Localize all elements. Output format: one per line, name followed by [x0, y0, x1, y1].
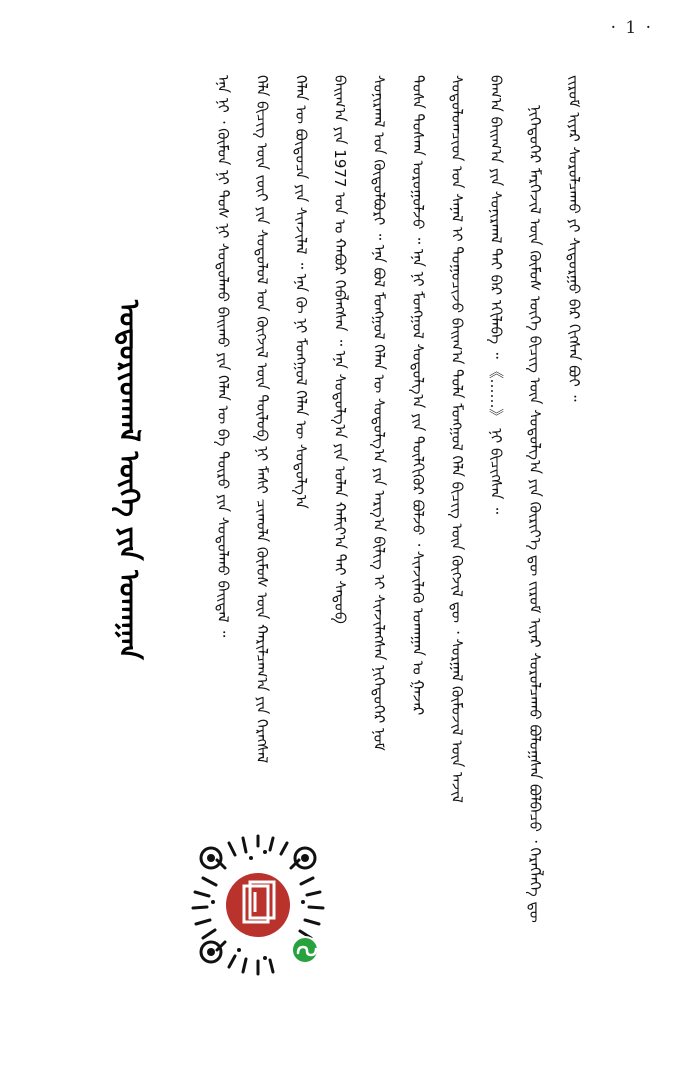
text-column: ᠪᠠᠭ᠎ᠠ ᠪᠠᠢᠭ᠎ᠠ ᠶᠢᠨ ᠰᠣᠨᠢᠷᠬᠠᠯ ᠲᠠᠢ ᠪᠠᠷ ᠡᠬᠢᠯᠡᠪᠡ ᠃ 《……》 ᠨᠢ ᠪᠢᠴᠢᠭᠰᠡᠨ ᠃	[487, 75, 505, 515]
text-column: ᠪᠠᠢᠭ᠎ᠠ ᠶᠢᠨ 1977 ᠣᠨ ᠤ ᠬᠠᠪᠤᠷ ᠬᠡᠪᠯᠡᠭᠰᠡᠨ ᠃ ᠡᠨᠡ ᠰᠤᠳᠤᠯᠭ᠎ᠠ ᠶᠢᠨ ᠣᠯᠠᠨ ᠬᠠᠮᠢᠶ᠎ᠠ ᠲᠠᠢ ᠰᠡᠳᠦᠪ	[331, 75, 349, 624]
page-number: · 1 ·	[610, 18, 653, 38]
text-column: ᠬᠡᠯᠡᠨ ᠦ ᠪᠦᠲᠦᠴᠡ ᠶᠢᠨ ᠰᠢᠨᠵᠢᠯᠡᠯ ᠃ ᠡᠨᠡ ᠬᠦ ᠨᠢ ᠮᠣᠩᠭᠣᠯ ᠬᠡᠯᠡᠨ ᠦ ᠰᠤᠳᠤᠯᠭ᠎ᠠ	[292, 75, 310, 509]
text-column: ᠰᠤᠳᠤᠯᠤᠭᠴᠢᠳ ᠤᠨ ᠰᠠᠨᠠᠯ ᠢ ᠲᠤᠭᠤᠴᠢᠵᠤ ᠪᠠᠢᠭ᠎ᠠ ᠲᠤᠯᠠ ᠮᠣᠩᠭᠣᠯ ᠬᠡᠯᠡ ᠪᠢᠴᠢᠭ ᠦᠨ ᠬᠥᠭᠵᠢᠯ ᠳᠦ ᠂ ᠰᠤᠷᠭᠠᠯ ᠬᠥᠮᠦᠵᠢᠯ ᠦᠨ ᠠᠵᠢᠯ	[448, 75, 466, 803]
text-column: ᠲᠤᠰᠠ ᠳᠤᠰᠬᠠ ᠣᠷᠤᠭᠤᠯᠵᠤ ᠃ ᠡᠨᠡ ᠨᠢ ᠮᠣᠩᠭᠣᠯ ᠰᠤᠳᠤᠯᠭ᠎ᠠ ᠶᠢᠨ ᠲᠦᠯᠬᠢᠭᠦᠷ ᠪᠣᠯᠵᠤ ᠂ ᠰᠢᠨᠵᠢᠯᠡᠬᠦ ᠤᠬᠠᠭᠠᠨ ᠤ ᠭᠠᠵᠠᠷ	[409, 75, 427, 716]
qr-code-graphic	[183, 830, 333, 980]
chapter-title: ᠤᠳᠤᠷᠢᠳᠬᠠᠯ ᠦᠭᠡ ᠶᠢᠨ ᠤᠬᠠᠭᠠᠨ	[113, 300, 146, 660]
text-column: ᠡᠨᠡ ᠨᠢ ᠂ ᠬᠦᠮᠦᠨ ᠨᠢ ᠲᠤᠰ ᠨᠢ ᠰᠤᠳᠤᠯᠬᠤ ᠪᠠᠢᠬᠤ ᠶᠢᠨ ᠬᠡᠯᠡᠨ ᠦ ᠪᠠ ᠲᠥᠷᠥ ᠶᠢᠨ ᠰᠤᠳᠤᠯᠬᠤ ᠪᠠᠢᠳᠠᠯ ᠃	[214, 75, 232, 638]
qr-code[interactable]	[183, 830, 333, 980]
text-column: ᠰᠣᠨᠢᠷᠬᠠᠯ ᠤᠨ ᠬᠥᠲᠦᠯᠪᠦᠷᠢ ᠃ ᠡᠨᠡ ᠪᠣᠯ ᠮᠣᠩᠭᠣᠯ ᠬᠡᠯᠡᠨ ᠦ ᠰᠤᠳᠤᠯᠭ᠎ᠠ ᠶᠢᠨ ᠠᠷᠭ᠎ᠠ ᠪᠢᠯᠢᠭ ᠢ ᠰᠢᠨᠵᠢᠯᠡᠭᠰᠡᠨ ᠨᠢᠭᠡᠳᠦᠭᠡᠷ ᠨᠣᠮ	[370, 75, 388, 751]
text-column: ᠵᠢᠷᠤᠮ ᠢᠶᠠᠷ ᠰᠤᠷᠤᠯᠴᠠᠬᠤ ᠶᠢ ᠰᠢᠳᠤᠷᠭᠤ ᠪᠡᠷ ᠬᠢᠭᠰᠡᠨ ᠪᠤᠢ ᠃	[565, 75, 583, 402]
text-column: ᠨᠢᠭᠡᠳᠦᠭᠡᠷ ᠮᠡᠷᠭᠡᠵᠢᠯ ᠦᠨ ᠬᠦᠮᠦᠰ ᠦᠭᠡ ᠪᠢᠴᠢᠭ ᠦᠨ ᠰᠤᠳᠤᠯᠭ᠎ᠠ ᠶᠢᠨ ᠬᠦᠷᠢᠶ᠎ᠡ ᠳᠦ ᠵᠢᠷᠤᠮ ᠢᠶᠠᠷ ᠰᠤᠷᠤᠯᠴᠠᠬᠤ ᠪᠣᠯᠣᠭ᠋ᠰᠠᠨ ᠪᠣᠯᠪᠠᠴᠤ ᠂ ᠬᠡᠷᠡᠭᠯᠡᠭᠡ ᠳᠦ	[526, 105, 544, 923]
mini-program-icon	[292, 937, 318, 963]
text-column: ᠬᠡᠯᠡ ᠪᠢᠴᠢᠭ ᠦᠨ ᠵᠦᠢ ᠶᠢᠨ ᠰᠤᠳᠤᠯᠤᠯ ᠤᠨ ᠬᠥᠭᠵᠢᠯ ᠦᠨ ᠲᠥᠯᠦᠪ ᠨᠢ ᠮᠠᠰᠢ ᠴᠢᠬᠤᠯᠠ ᠬᠦᠮᠦᠰ ᠦᠨ ᠬᠠᠷᠢᠯᠴᠠᠭ᠎ᠠ ᠶᠢᠨ ᠬᠡᠷᠡᠭᠰᠡᠯ	[253, 75, 271, 764]
